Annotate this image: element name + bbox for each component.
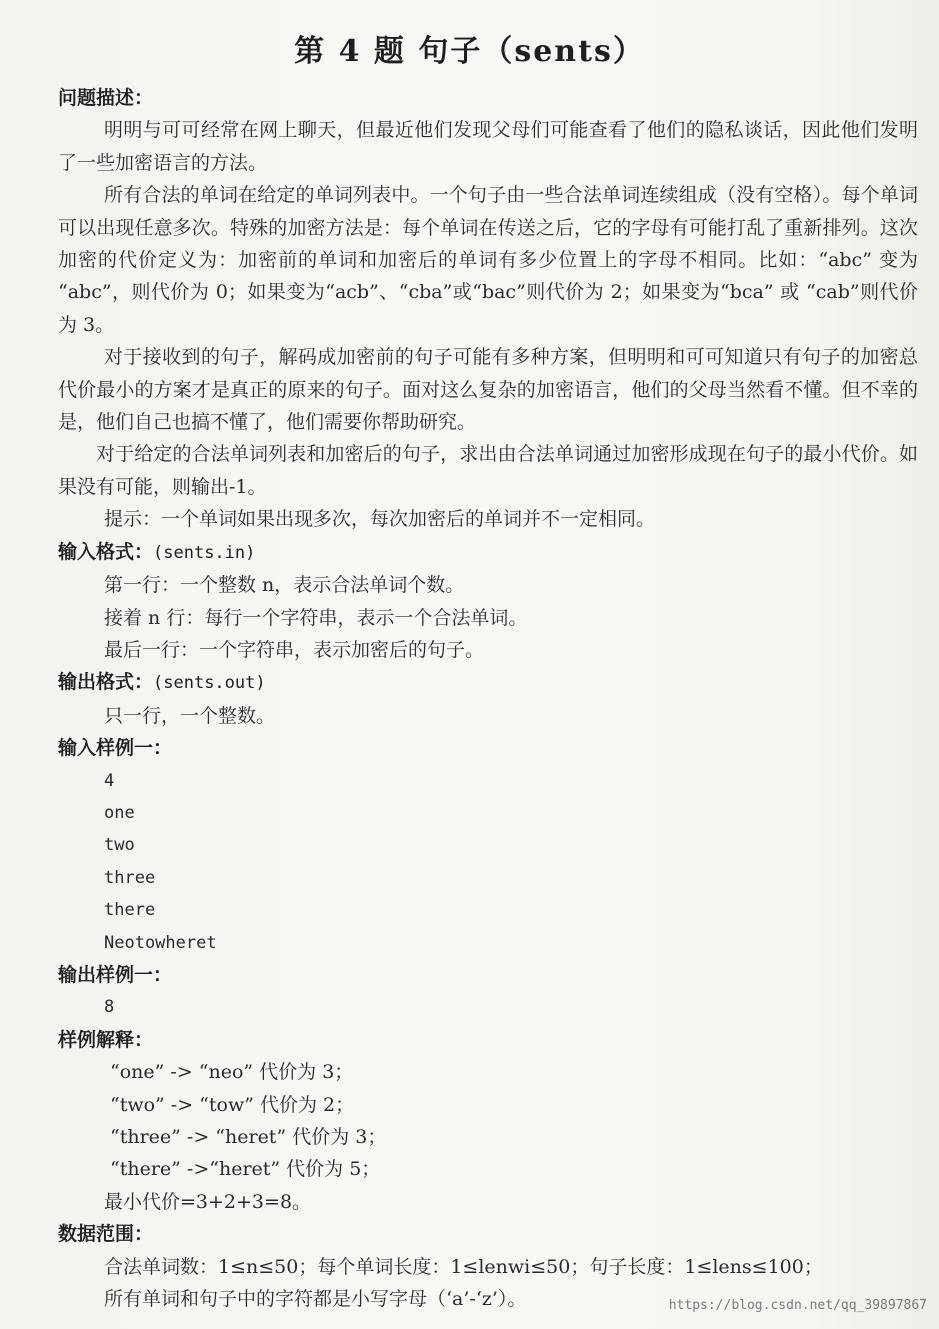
watermark-url: https://blog.csdn.net/qq_39897867 (668, 1298, 927, 1313)
description-paragraph: 明明与可可经常在网上聊天，但最近他们发现父母们可能查看了他们的隐私谈话，因此他们发明了一些加密语言的方法。 (58, 119, 918, 174)
input-format-label: 输入格式： (58, 540, 154, 563)
description-heading: 问题描述： (58, 87, 154, 109)
description-paragraph: 对于接收到的句子，解码成加密前的句子可能有多种方案，但明明和可可知道只有句子的加密总代价最小的方案才是真正的原来的句子。面对这么复杂的加密语言，他们的父母当然看不懂。但不幸的是，他们自己也搞不懂了，他们需要你帮助研究。 (58, 346, 918, 434)
output-format-line: 只一行，一个整数。 (104, 704, 276, 727)
input-format-line: 第一行：一个整数 n，表示合法单词个数。 (104, 574, 465, 597)
sample-output-heading: 输出样例一： (58, 963, 173, 986)
problem-content (58, 82, 918, 1315)
explanation-line: 最小代价=3+2+3=8。 (104, 1190, 312, 1213)
data-range-line: 合法单词数：1≤n≤50；每个单词长度：1≤lenwi≤50；句子长度：1≤lens≤100； (104, 1255, 823, 1278)
sample-input-line: 4 (104, 770, 115, 791)
input-file-name: (sents.in) (153, 542, 256, 563)
sample-input-line: two (104, 835, 135, 856)
explanation-heading: 样例解释： (58, 1028, 154, 1051)
data-range-heading: 数据范围： (58, 1223, 154, 1246)
data-range-line: 所有单词和句子中的字符都是小写字母（‘a’-‘z’）。 (104, 1288, 527, 1311)
sample-input-line: Neotowheret (104, 932, 217, 953)
explanation-line: “there” ->“heret” 代价为 5； (110, 1158, 381, 1181)
input-format-heading (58, 536, 918, 569)
sample-input-line: three (104, 867, 156, 888)
output-format-label: 输出格式： (58, 671, 154, 694)
explanation-line: “two” -> “tow” 代价为 2； (110, 1093, 355, 1116)
page-title: 第 4 题 句子（sents） (294, 34, 645, 69)
explanation-line: “one” -> “neo” 代价为 3； (110, 1061, 354, 1084)
sample-output-line: 8 (104, 997, 115, 1018)
sample-input-line: there (104, 900, 156, 921)
input-format-line: 最后一行：一个字符串，表示加密后的句子。 (104, 638, 485, 661)
sample-input-heading: 输入样例一： (58, 737, 173, 760)
input-format-line: 接着 n 行：每行一个字符串，表示一个合法单词。 (104, 606, 528, 629)
output-format-heading (58, 666, 918, 699)
description-paragraph: 对于给定的合法单词列表和加密后的句子，求出由合法单词通过加密形成现在句子的最小代价。如果没有可能，则输出-1。 (58, 443, 918, 498)
description-paragraph: 所有合法的单词在给定的单词列表中。一个句子由一些合法单词连续组成（没有空格）。每个单词可以出现任意多次。特殊的加密方法是：每个单词在传送之后，它的字母有可能打乱了重新排列。这次加密的代价定义为：加密前的单词和加密后的单词有多少位置上的字母不相同。比如：“abc” 变为 “abc”，则代价为 0；如果变为“acb”、“cba”或“bac”则代价为 2；如果变为“bca” 或 “cab”则代价为 3。 (58, 184, 918, 336)
explanation-line: “three” -> “heret” 代价为 3； (110, 1126, 387, 1148)
hint-paragraph: 提示：一个单词如果出现多次，每次加密后的单词并不一定相同。 (104, 508, 656, 531)
output-file-name: (sents.out) (153, 673, 266, 694)
sample-input-line: one (104, 802, 135, 823)
